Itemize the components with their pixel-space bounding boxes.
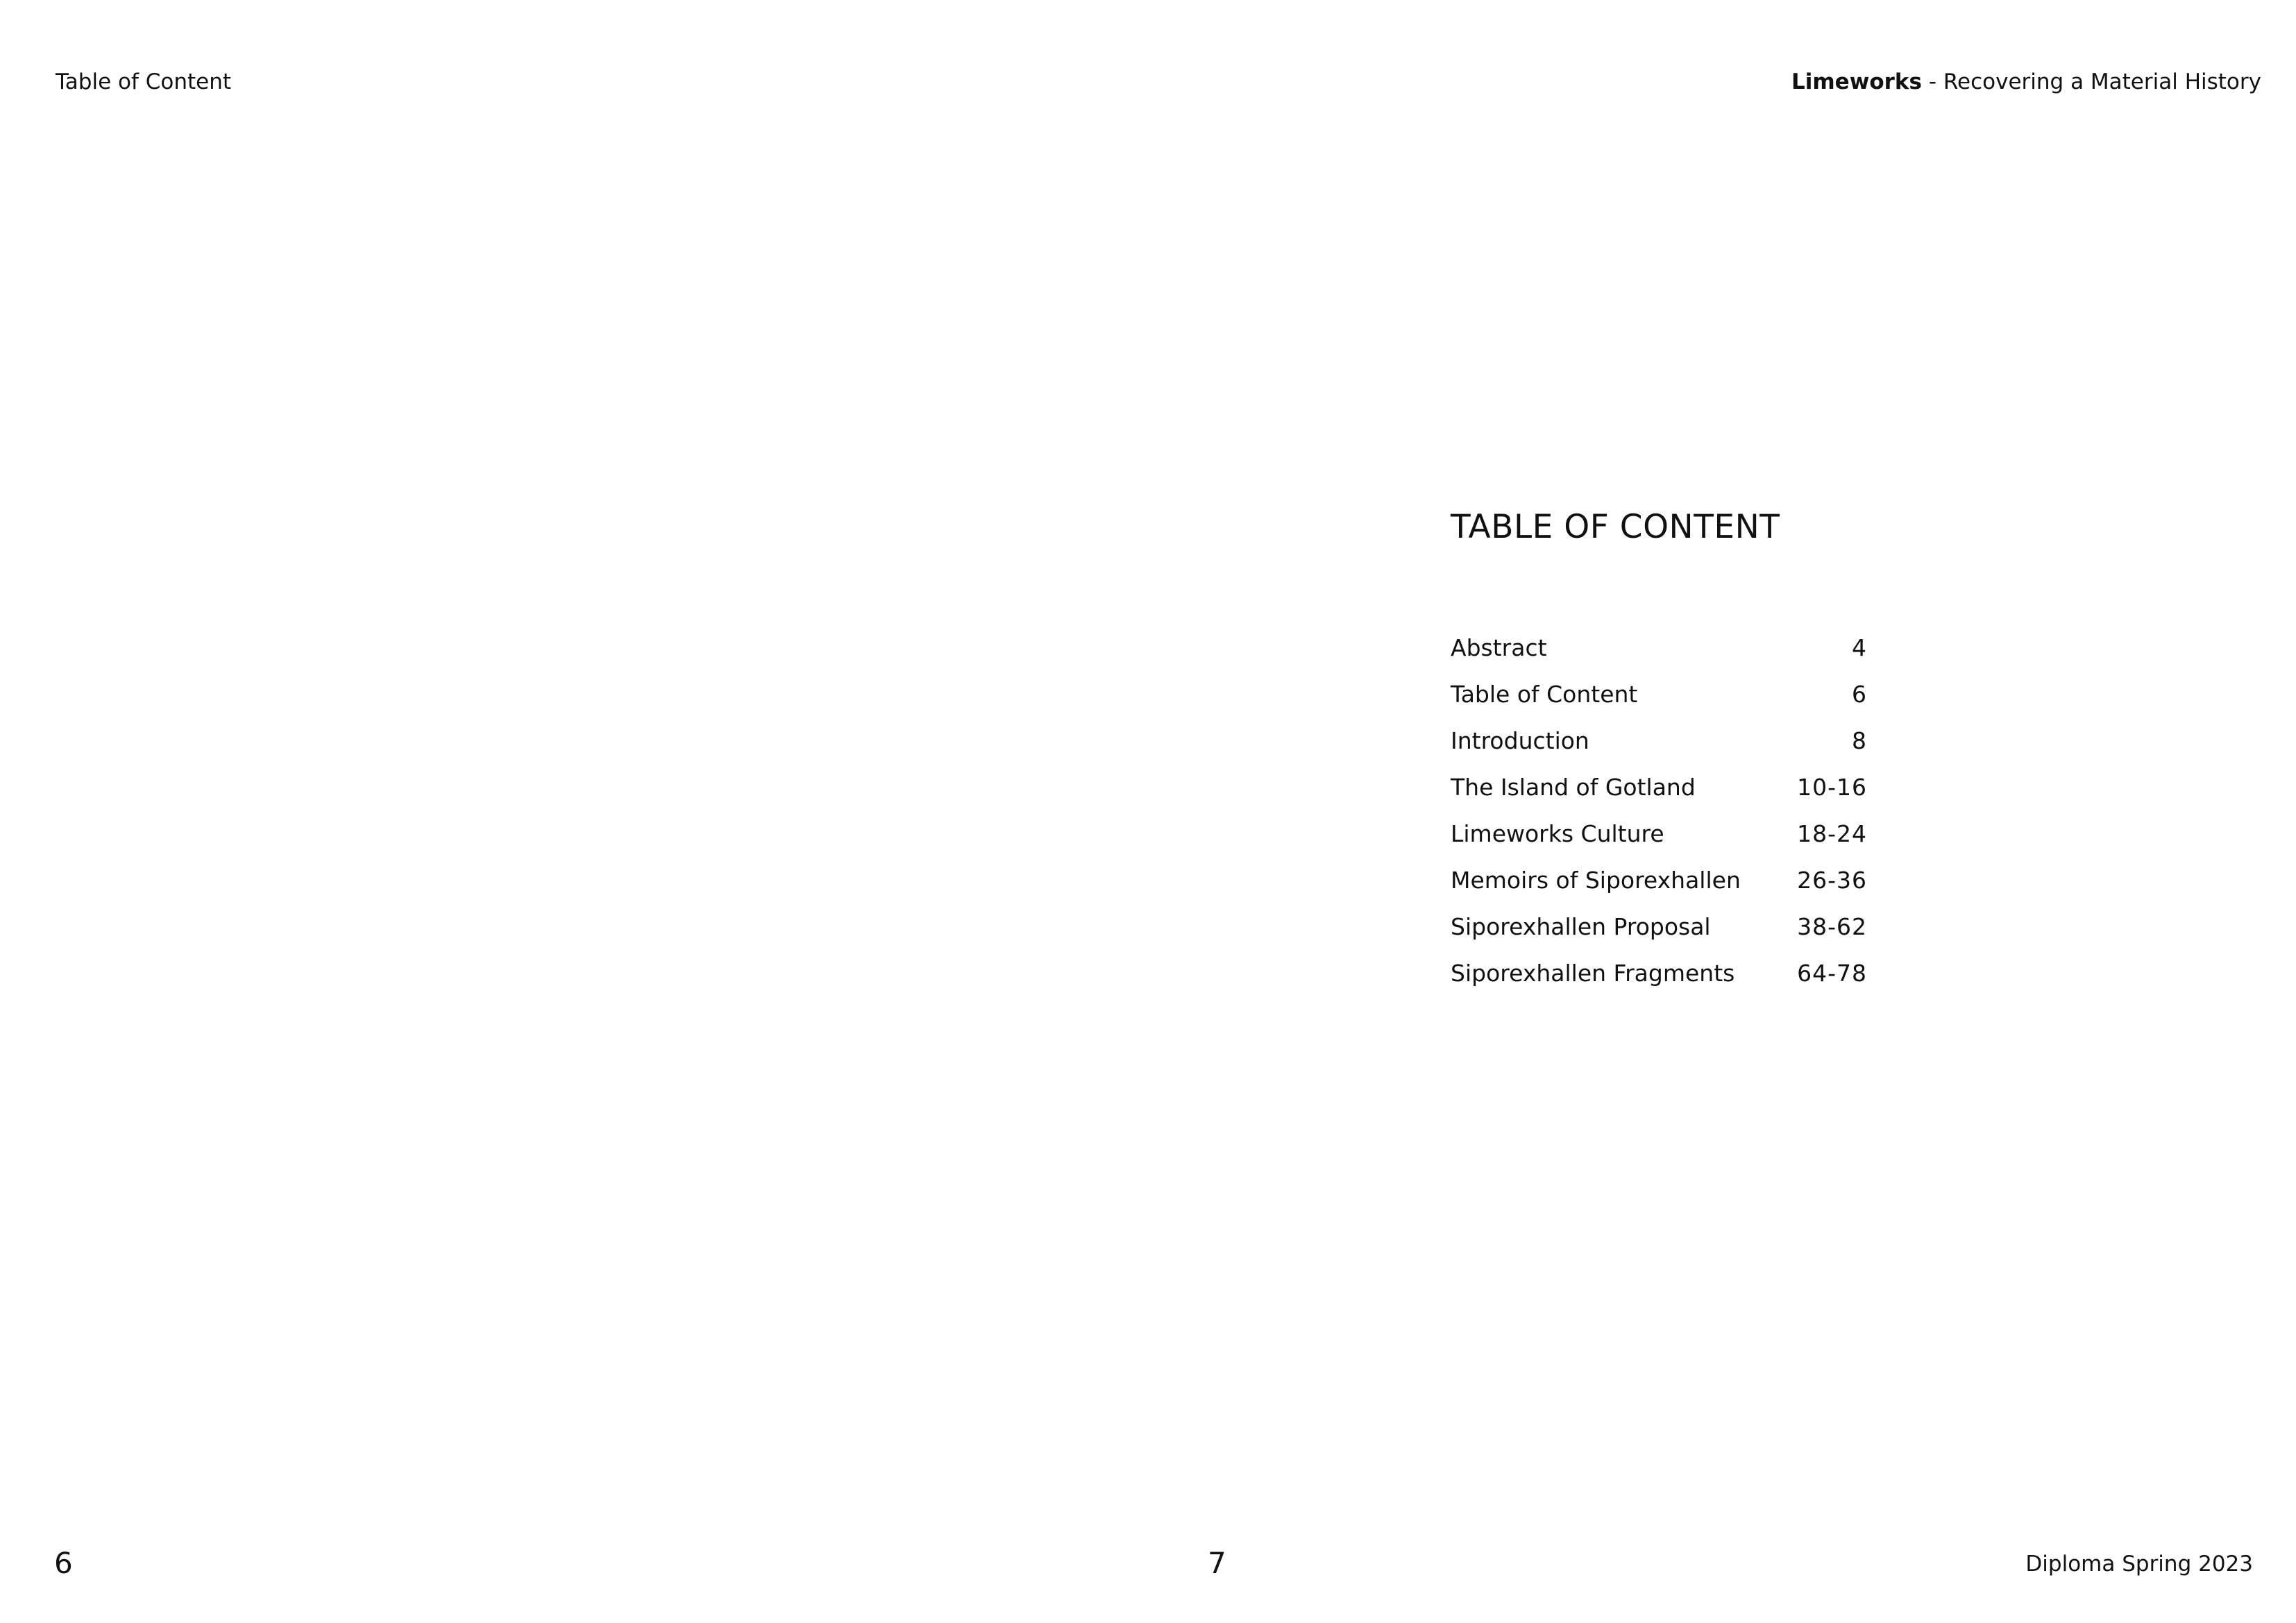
toc-entry-pages: 38-62 — [1797, 913, 1867, 940]
toc-entry-pages: 10-16 — [1797, 774, 1867, 801]
toc-entry — [1451, 950, 1867, 996]
toc-entry — [1451, 857, 1867, 903]
toc-entry — [1451, 764, 1867, 810]
toc-entry-pages: 8 — [1852, 727, 1867, 754]
header-title-bold: Limeworks — [1791, 69, 1922, 94]
footer-edition: Diploma Spring 2023 — [2025, 1552, 2253, 1577]
running-header-section: Table of Content — [56, 69, 232, 94]
toc-entry-title: Siporexhallen Proposal — [1451, 913, 1711, 940]
page-number-right: 7 — [1208, 1546, 1226, 1580]
toc-entry-pages: 6 — [1852, 681, 1867, 708]
toc-entry-pages: 64-78 — [1797, 960, 1867, 987]
toc-heading: TABLE OF CONTENT — [1451, 508, 1780, 546]
toc-entry-title: Table of Content — [1451, 681, 1638, 708]
toc-entry-pages: 26-36 — [1797, 867, 1867, 894]
running-header-title — [1791, 68, 2261, 96]
toc-entry — [1451, 717, 1867, 764]
toc-list — [1451, 624, 1867, 996]
toc-entry-title: Introduction — [1451, 727, 1589, 754]
toc-entry-title: Memoirs of Siporexhallen — [1451, 867, 1741, 894]
page-number-left: 6 — [54, 1546, 73, 1580]
toc-entry-pages: 4 — [1852, 634, 1867, 661]
toc-entry-pages: 18-24 — [1797, 820, 1867, 847]
toc-entry-title: The Island of Gotland — [1451, 774, 1696, 801]
toc-entry-title: Siporexhallen Fragments — [1451, 960, 1735, 987]
toc-entry — [1451, 671, 1867, 717]
toc-entry — [1451, 624, 1867, 671]
toc-entry-title: Limeworks Culture — [1451, 820, 1664, 847]
toc-entry — [1451, 810, 1867, 857]
table-of-content — [1451, 503, 1867, 996]
toc-entry — [1451, 903, 1867, 950]
toc-entry-title: Abstract — [1451, 634, 1547, 661]
header-title-subtitle: - Recovering a Material History — [1921, 69, 2261, 94]
